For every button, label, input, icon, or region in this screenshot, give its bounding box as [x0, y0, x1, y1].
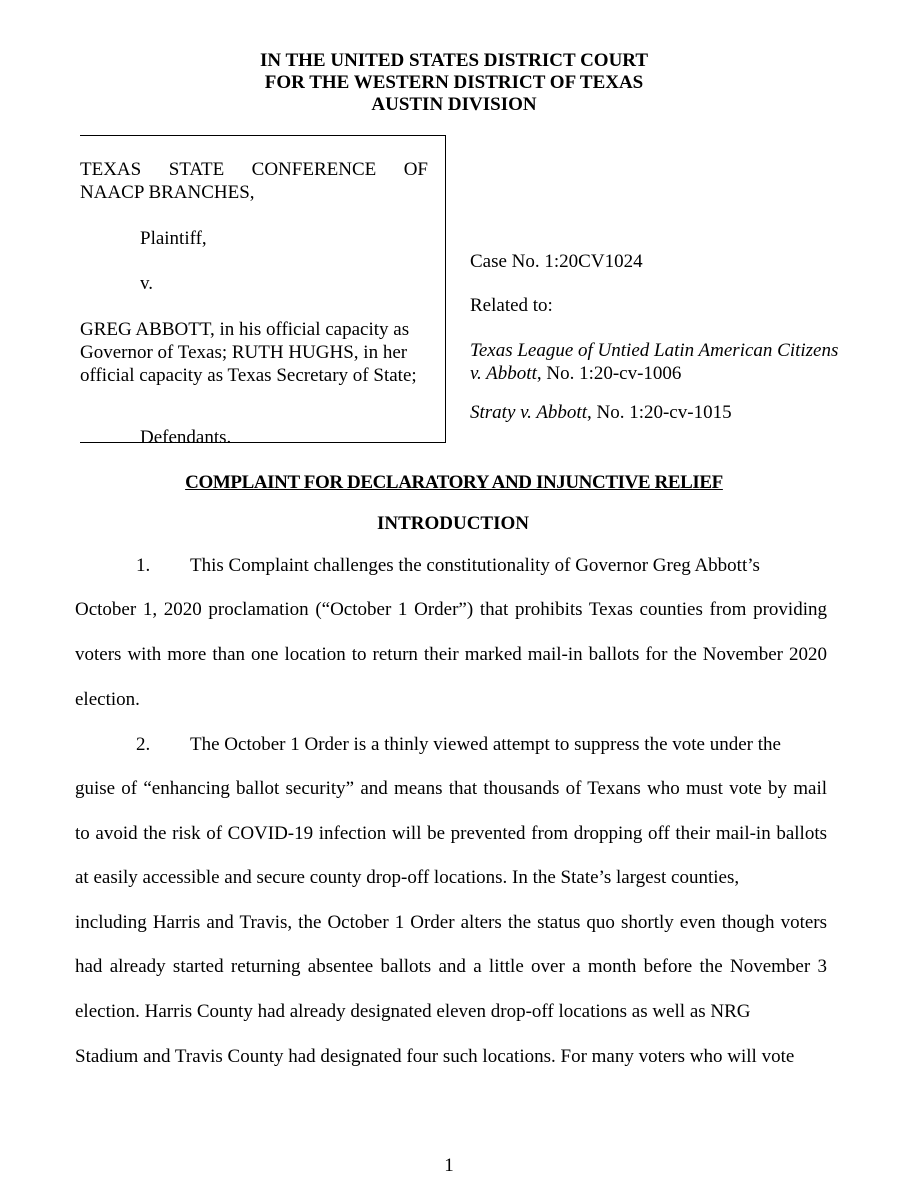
- paragraph-2-line-2: guise of “enhancing ballot security” and means that thousands of Texans who must vote by mail: [75, 778, 827, 799]
- court-header: [0, 50, 898, 116]
- plaintiff-name-line-1: TEXAS STATE CONFERENCE OF: [80, 159, 428, 180]
- paragraph-2-line-4: at easily accessible and secure county drop-off locations. In the State’s largest counties,: [75, 867, 740, 888]
- related-case-2-name: Straty v. Abbott: [470, 402, 587, 423]
- related-case-1-line-2: [470, 362, 681, 385]
- paragraph-2-line-7: election. Harris County had already designated eleven drop-off locations as well as NRG: [75, 1001, 751, 1022]
- paragraph-1-number: 1.: [136, 555, 151, 576]
- case-caption-box: [80, 135, 446, 448]
- related-case-1-name-line-2: v. Abbott: [470, 363, 537, 384]
- paragraph-2-line-3: to avoid the risk of COVID-19 infection will be prevented from dropping off their mail-in ballots: [75, 823, 827, 844]
- court-name-line-1: IN THE UNITED STATES DISTRICT COURT: [259, 50, 649, 71]
- paragraph-1-line-1: This Complaint challenges the constitutionality of Governor Greg Abbott’s: [190, 555, 760, 576]
- related-case-1-name-line-1: Texas League of Untied Latin American Citizens: [470, 340, 839, 361]
- section-heading: INTRODUCTION: [376, 513, 530, 534]
- court-division: AUSTIN DIVISION: [371, 94, 537, 115]
- related-case-1-number: , No. 1:20-cv-1006: [536, 363, 682, 384]
- related-case-2: [470, 401, 732, 424]
- related-case-2-number: , No. 1:20-cv-1015: [586, 402, 732, 423]
- plaintiff-name: [80, 158, 428, 204]
- paragraph-1-line-3: voters with more than one location to return their marked mail-in ballots for the November 2020: [75, 644, 827, 665]
- plaintiff-name-line-2: NAACP BRANCHES,: [80, 182, 255, 203]
- paragraph-1-line-4: election.: [75, 689, 140, 710]
- plaintiff-role: Plaintiff,: [140, 228, 207, 249]
- paragraph-1-line-2: October 1, 2020 proclamation (“October 1 Order”) that prohibits Texas counties from providing: [75, 599, 827, 620]
- complaint-title: COMPLAINT FOR DECLARATORY AND INJUNCTIVE RELIEF: [185, 472, 723, 493]
- versus-label: v.: [140, 273, 154, 294]
- paragraph-2-line-6: had already started returning absentee ballots and a little over a month before the November 3: [75, 956, 827, 977]
- defendants-names: GREG ABBOTT, in his official capacity as Governor of Texas; RUTH HUGHS, in her official capacity as Texas Secretary of State;: [80, 319, 417, 386]
- related-case-1-line-1: [470, 339, 838, 362]
- paragraph-2-line-5: including Harris and Travis, the October 1 Order alters the status quo shortly even though voters: [75, 912, 827, 933]
- paragraph-2-number: 2.: [136, 734, 151, 755]
- paragraph-2-line-1: The October 1 Order is a thinly viewed attempt to suppress the vote under the: [190, 734, 781, 755]
- related-label: Related to:: [470, 295, 553, 316]
- court-name-line-2: FOR THE WESTERN DISTRICT OF TEXAS: [264, 72, 644, 93]
- defendants-role: Defendants.: [140, 427, 232, 448]
- case-number: Case No. 1:20CV1024: [470, 251, 643, 272]
- page-number: 1: [444, 1155, 454, 1176]
- paragraph-2-line-8: Stadium and Travis County had designated four such locations. For many voters who will vote: [75, 1046, 795, 1067]
